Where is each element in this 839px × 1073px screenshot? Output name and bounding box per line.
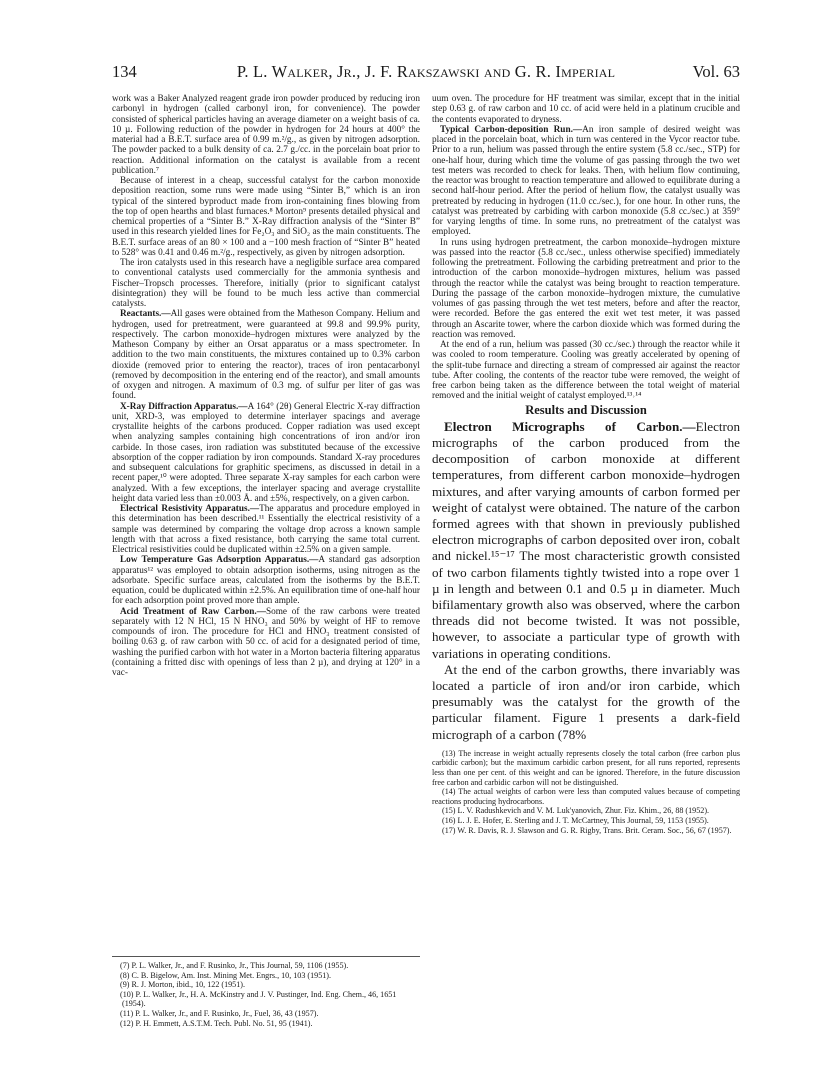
run-in-heading: Typical Carbon-deposition Run.— [440, 124, 583, 135]
running-head [112, 62, 740, 84]
paragraph-text: Some of the raw carbons were treated separately with 12 N HCl, 15 N HNO₃ and 50% by weight of HF to remove compounds of iron. The procedure for HCl and HNO₃ treatment consisted of boiling 0.63 g. of raw carbon with 50 cc. of acid for a designated period of time, washing the purified carbon with hot water in a Morton bacteria filtering apparatus (containing a fritted disc with openings of less than 2 µ), and drying at 120° in a vac- [112, 606, 420, 678]
paragraph-text: Electron micrographs of the carbon produced from the decomposition of carbon monoxide at different temperatures, from different carbon monoxide–hydrogen mixtures, and after varying amounts of carbon formed per weight of catalyst were obtained. The nature of the carbon formed agrees with that shown in previously published electron micrographs of carbon deposited over iron, cobalt and nickel.¹⁵⁻¹⁷ The most characteristic growth consisted of two carbon filaments tightly twisted into a rope over 1 µ in length and between 0.1 and 0.5 µ in diameter. Much bifilamentary growth also was observed, where the carbon threads did not become twisted. It was not possible, however, to associate a particular type of growth with variations in operating conditions. [432, 418, 740, 661]
paragraph [432, 238, 740, 341]
run-in-heading: Acid Treatment of Raw Carbon.— [120, 606, 266, 617]
paragraph [432, 94, 740, 125]
results-body [432, 419, 740, 743]
run-in-paragraph [112, 607, 420, 679]
run-in-heading: Reactants.— [120, 309, 171, 320]
footnote: (17) W. R. Davis, R. J. Slawson and G. R. Rigby, Trans. Brit. Ceram. Soc., 56, 67 (1957). [442, 825, 732, 835]
footnote-rule [112, 956, 420, 957]
paragraph-text: work was a Baker Analyzed reagent grade iron powder produced by reducing iron carbonyl in hydrogen (called carbonyl iron, for convenience). The powder consisted of spherical particles having an average diameter on a weight basis of ca. 10 µ. Following reduction of the powder in hydrogen for 24 hours at 400° the material had a B.E.T. surface area of 0.99 m.²/g., as given by nitrogen adsorption. The powder packed to a bulk density of ca. 2.7 g./cc. in the porcelain boat prior to reaction. Additional information on the catalyst is available from a recent publication.⁷ [112, 94, 420, 176]
left-column-body [112, 94, 420, 678]
paragraph-text: At the end of the carbon growths, there invariably was located a particle of iron and/or iron carbide, which presumably was the catalyst for the growth of the particular filament. Figure 1 presents a dark-field micrograph of a carbon (78% [432, 661, 740, 742]
paragraph-text: At the end of a run, helium was passed (30 cc./sec.) through the reactor while it was cooled to room temperature. Cooling was greatly accelerated by opening of the split-tube furnace and directing a stream of compressed air against the reactor tube. After cooling, the contents of the reactor tube were removed, the weight of free carbon being taken as the difference between the total weight of material removed and the initial weight of catalyst employed.¹³˒¹⁴ [432, 340, 740, 402]
paragraph [112, 94, 420, 176]
paragraph [432, 662, 740, 743]
footnote: (13) The increase in weight actually represents closely the total carbon (free carbon plus carbidic carbon); but the maximum carbidic carbon present, for all runs reported, represents less than one per cent. of this weight and can be ignored. Therefore, in the future discussion free carbon and carbidic carbon will not be distinguished. [432, 748, 740, 787]
right-column-body [432, 94, 740, 402]
footnote: (12) P. H. Emmett, A.S.T.M. Tech. Publ. No. 51, 95 (1941). [120, 1018, 313, 1028]
run-in-heading: Low Temperature Gas Adsorption Apparatus.— [120, 555, 319, 566]
section-heading: Results and Discussion [525, 402, 647, 417]
footnote: (15) L. V. Radushkevich and V. M. Luk'yanovich, Zhur. Fiz. Khim., 26, 88 (1952). [442, 806, 710, 816]
left-footnotes [112, 956, 420, 1028]
author-line: P. L. Walker, Jr., J. F. Rakszawski and G. R. Imperial [236, 62, 616, 81]
paragraph-text: The iron catalysts used in this research have a negligible surface area compared to conventional catalysts used commercially for the ammonia synthesis and Fischer–Tropsch processes. Therefore, initially (prior to significant catalyst disintegration) they will be found to be much less active than commercial catalysts. [112, 258, 420, 309]
right-footnotes [432, 749, 740, 835]
volume-label: Vol. 63 [692, 62, 740, 81]
paragraph [112, 176, 420, 258]
paragraph [432, 340, 740, 402]
paragraph-text: Because of interest in a cheap, successful catalyst for the carbon monoxide deposition reaction, some runs were made using “Sinter B,” which is an iron typical of the sintered byproduct made from iron-containing fines blowing from the top of open hearths and blast furnaces.⁸ Morton⁹ presents detailed physical and chemical properties of a “Sinter B.” X-Ray diffraction analysis of the “Sinter B” used in this research yielded lines for Fe₂O₃ and SiO₂ as the main constituents. The B.E.T. surface areas of an 80 × 100 and a −100 mesh fraction of “Sinter B” heated to 528° was 0.41 and 0.46 m.²/g., respectively, as given by nitrogen adsorption. [112, 176, 420, 258]
footnote: (11) P. L. Walker, Jr., and F. Rusinko, Jr., Fuel, 36, 43 (1957). [120, 1008, 319, 1018]
left-column [112, 94, 420, 678]
footnote: (14) The actual weights of carbon were less than computed values because of competing reactions producing hydrocarbons. [432, 787, 740, 806]
run-in-paragraph [432, 419, 740, 662]
run-in-heading: Electrical Resistivity Apparatus.— [120, 504, 260, 514]
run-in-heading: Electron Micrographs of Carbon.— [444, 418, 696, 434]
run-in-paragraph [112, 309, 420, 401]
run-in-heading: X-Ray Diffraction Apparatus.— [120, 401, 248, 412]
paragraph-text: uum oven. The procedure for HF treatment was similar, except that in the initial step 0.63 g. of raw carbon and 10 cc. of acid were held in a platinum crucible and the contents evaporated to dryness. [432, 94, 740, 125]
run-in-paragraph [112, 555, 420, 606]
paragraph-text: The apparatus and procedure employed in this determination has been described.¹¹ Essentially the electrical resistivity of a sample was determined by comparing the voltage drop across a known sample length with that across a fixed resistance, both carrying the same total current. Electrical resistivities could be duplicated within ±2.5% on a given sample. [112, 504, 420, 555]
paragraph-text: All gases were obtained from the Matheson Company. Helium and hydrogen, used for pretreatment, were guaranteed at 99.8 and 99.9% purity, respectively. The carbon monoxide–hydrogen mixtures were analyzed by the Matheson Company by either an Orsat apparatus or a mass spectrometer. In addition to the two main constituents, the mixtures contained up to 0.3% carbon dioxide (removed prior to entering the reactor), traces of iron pentacarbonyl (removed by decomposition in the entering end of the reactor), and small amounts of oxygen and nitrogen. A maximum of 0.3 mg. of sulfur per liter of gas was found. [112, 309, 420, 402]
right-column [432, 94, 740, 835]
footnote: (8) C. B. Bigelow, Am. Inst. Mining Met. Engrs., 10, 103 (1951). [120, 970, 332, 980]
paragraph-text: An iron sample of desired weight was placed in the porcelain boat, which in turn was centered in the Vycor reactor tube. Prior to a run, helium was passed through the entire system (5.8 cc./sec., STP) for one-half hour, during which time the volume of gas passing through the two wet test meters was recorded to check for leaks. Then, with helium flow continuing, the reactor was brought to reaction temperature and allowed to equilibrate during a second half-hour period. After the period of helium flow, the catalyst usually was pretreated by reducing in hydrogen (11.0 cc./sec.), for one hour. In other runs, the catalyst was pretreated by carbiding with carbon monoxide (5.8 cc./sec.) at 359° for varying lengths of time. In some runs, no pretreatment of the catalyst was employed. [432, 124, 740, 238]
footnote: (16) L. J. E. Hofer, E. Sterling and J. T. McCartney, This Journal, 59, 1153 (1955). [442, 815, 709, 825]
page-number: 134 [112, 62, 137, 81]
footnote: (7) P. L. Walker, Jr., and F. Rusinko, Jr., This Journal, 59, 1106 (1955). [120, 961, 349, 970]
paragraph [112, 258, 420, 309]
footnote: (10) P. L. Walker, Jr., H. A. McKinstry and J. V. Pustinger, Ind. Eng. Chem., 46, 1651 (1954). [120, 989, 397, 1009]
footnote: (9) R. J. Morton, ibid., 10, 122 (1951). [120, 980, 245, 990]
run-in-paragraph [112, 504, 420, 555]
paragraph-text: In runs using hydrogen pretreatment, the carbon monoxide–hydrogen mixture was passed into the reactor (5.8 cc./sec., unless otherwise specified) immediately following the pretreatment. Following the carbiding pretreatment and prior to the introduction of the carbon monoxide–hydrogen mixtures, helium was passed through the reactor while the catalyst was being brought to reaction temperature. During the passage of the carbon monoxide–hydrogen mixture, the cumulative volumes of gas passing through the wet test meters, before and after the reactor, were recorded. Before the gas entered the exit wet test meter, it was passed through an Ascarite tower, where the carbon dioxide which was formed during the reaction was removed. [432, 237, 740, 340]
paragraph-text: A standard gas adsorption apparatus¹² was employed to obtain adsorption isotherms, using nitrogen as the adsorbate. Specific surface areas, calculated from the isotherms by the B.E.T. equation, could be duplicated within ±2.5%. An equilibration time of one-half hour for each adsorption point proved more than ample. [112, 555, 420, 607]
paragraph-text: A 164° (2θ) General Electric X-ray diffraction unit, XRD-3, was employed to determine interlayer spacings and average crystallite heights of the carbons produced. Copper radiation was used except when analyzing samples containing high concentrations of iron and/or iron carbide. In those cases, iron radiation was substituted because of the excessive absorption of the copper radiation by iron compounds. Standard X-ray procedures and subsequent calculations for graphitic specimens, as discussed in detail in a recent paper,¹⁰ were adopted. Three separate X-ray samples for each carbon were analyzed. With a few exceptions, the interlayer spacing and average crystallite height data varied less than ±0.003 Å. and ±5%, respectively, on a given carbon. [112, 401, 420, 504]
run-in-paragraph [112, 402, 420, 505]
run-in-paragraph [432, 125, 740, 238]
